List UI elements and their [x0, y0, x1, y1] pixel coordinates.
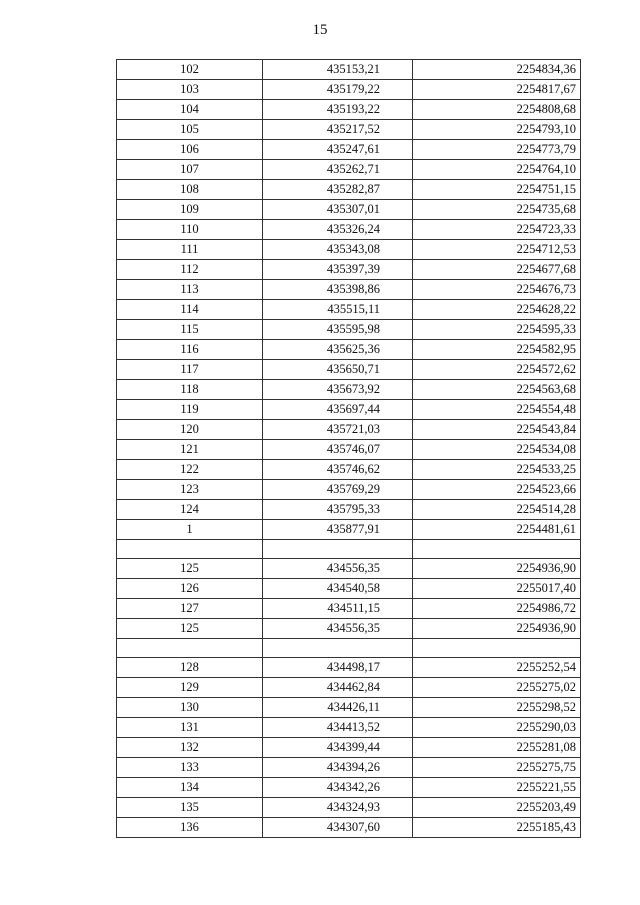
x-coordinate-cell: 435217,52: [263, 120, 413, 140]
table-row: [117, 240, 581, 260]
point-number-cell: 108: [117, 180, 263, 200]
x-coordinate-cell: 435795,33: [263, 500, 413, 520]
y-coordinate-cell: 2254554,48: [413, 400, 581, 420]
y-coordinate-cell: 2254481,61: [413, 520, 581, 540]
table-row: [117, 599, 581, 619]
y-coordinate-cell: 2254563,68: [413, 380, 581, 400]
table-row: [117, 480, 581, 500]
table-row: [117, 120, 581, 140]
table-row: [117, 160, 581, 180]
table-row: [117, 639, 581, 658]
y-coordinate-cell: 2254628,22: [413, 300, 581, 320]
x-coordinate-cell: 434462,84: [263, 678, 413, 698]
point-number-cell: 122: [117, 460, 263, 480]
table-row: [117, 180, 581, 200]
x-coordinate-cell: 435343,08: [263, 240, 413, 260]
x-coordinate-cell: 434307,60: [263, 818, 413, 838]
x-coordinate-cell: 435721,03: [263, 420, 413, 440]
x-coordinate-cell: 435769,29: [263, 480, 413, 500]
point-number-cell: 117: [117, 360, 263, 380]
y-coordinate-cell: 2254723,33: [413, 220, 581, 240]
table-row: [117, 80, 581, 100]
table-row: [117, 658, 581, 678]
x-coordinate-cell: [263, 639, 413, 658]
table-row: [117, 579, 581, 599]
coordinates-table-body: [117, 60, 581, 838]
table-row: [117, 540, 581, 559]
point-number-cell: 124: [117, 500, 263, 520]
y-coordinate-cell: 2254582,95: [413, 340, 581, 360]
x-coordinate-cell: 435877,91: [263, 520, 413, 540]
y-coordinate-cell: 2254514,28: [413, 500, 581, 520]
point-number-cell: 130: [117, 698, 263, 718]
table-row: [117, 718, 581, 738]
table-row: [117, 260, 581, 280]
point-number-cell: 102: [117, 60, 263, 80]
y-coordinate-cell: 2254834,36: [413, 60, 581, 80]
x-coordinate-cell: 434394,26: [263, 758, 413, 778]
x-coordinate-cell: 434426,11: [263, 698, 413, 718]
table-row: [117, 758, 581, 778]
point-number-cell: 127: [117, 599, 263, 619]
x-coordinate-cell: 434498,17: [263, 658, 413, 678]
y-coordinate-cell: 2255281,08: [413, 738, 581, 758]
x-coordinate-cell: 434511,15: [263, 599, 413, 619]
y-coordinate-cell: 2254533,25: [413, 460, 581, 480]
point-number-cell: 113: [117, 280, 263, 300]
table-row: [117, 738, 581, 758]
point-number-cell: 135: [117, 798, 263, 818]
point-number-cell: 106: [117, 140, 263, 160]
x-coordinate-cell: 435515,11: [263, 300, 413, 320]
y-coordinate-cell: 2254936,90: [413, 559, 581, 579]
table-row: [117, 778, 581, 798]
y-coordinate-cell: 2254595,33: [413, 320, 581, 340]
x-coordinate-cell: 434556,35: [263, 559, 413, 579]
point-number-cell: 105: [117, 120, 263, 140]
y-coordinate-cell: 2254808,68: [413, 100, 581, 120]
x-coordinate-cell: 435179,22: [263, 80, 413, 100]
point-number-cell: 125: [117, 559, 263, 579]
x-coordinate-cell: 434413,52: [263, 718, 413, 738]
point-number-cell: 120: [117, 420, 263, 440]
x-coordinate-cell: 435673,92: [263, 380, 413, 400]
table-row: [117, 698, 581, 718]
x-coordinate-cell: 435282,87: [263, 180, 413, 200]
point-number-cell: 104: [117, 100, 263, 120]
y-coordinate-cell: 2254817,67: [413, 80, 581, 100]
x-coordinate-cell: 434540,58: [263, 579, 413, 599]
point-number-cell: 114: [117, 300, 263, 320]
table-row: [117, 220, 581, 240]
point-number-cell: 115: [117, 320, 263, 340]
point-number-cell: [117, 639, 263, 658]
y-coordinate-cell: 2255275,75: [413, 758, 581, 778]
y-coordinate-cell: 2254712,53: [413, 240, 581, 260]
y-coordinate-cell: 2255252,54: [413, 658, 581, 678]
x-coordinate-cell: 435326,24: [263, 220, 413, 240]
point-number-cell: 129: [117, 678, 263, 698]
table-row: [117, 300, 581, 320]
y-coordinate-cell: 2255221,55: [413, 778, 581, 798]
x-coordinate-cell: 434342,26: [263, 778, 413, 798]
point-number-cell: 107: [117, 160, 263, 180]
point-number-cell: 1: [117, 520, 263, 540]
x-coordinate-cell: 434399,44: [263, 738, 413, 758]
x-coordinate-cell: 435307,01: [263, 200, 413, 220]
table-row: [117, 818, 581, 838]
table-row: [117, 619, 581, 639]
point-number-cell: 119: [117, 400, 263, 420]
x-coordinate-cell: 435153,21: [263, 60, 413, 80]
table-row: [117, 798, 581, 818]
x-coordinate-cell: 435398,86: [263, 280, 413, 300]
point-number-cell: 134: [117, 778, 263, 798]
table-row: [117, 340, 581, 360]
y-coordinate-cell: 2254764,10: [413, 160, 581, 180]
y-coordinate-cell: 2254523,66: [413, 480, 581, 500]
table-row: [117, 420, 581, 440]
y-coordinate-cell: 2255185,43: [413, 818, 581, 838]
table-row: [117, 440, 581, 460]
point-number-cell: 109: [117, 200, 263, 220]
x-coordinate-cell: 435650,71: [263, 360, 413, 380]
point-number-cell: 131: [117, 718, 263, 738]
table-row: [117, 500, 581, 520]
point-number-cell: 123: [117, 480, 263, 500]
point-number-cell: 103: [117, 80, 263, 100]
x-coordinate-cell: 435262,71: [263, 160, 413, 180]
table-row: [117, 520, 581, 540]
point-number-cell: 126: [117, 579, 263, 599]
table-row: [117, 380, 581, 400]
x-coordinate-cell: 435247,61: [263, 140, 413, 160]
x-coordinate-cell: 435625,36: [263, 340, 413, 360]
point-number-cell: 118: [117, 380, 263, 400]
point-number-cell: 121: [117, 440, 263, 460]
table-row: [117, 460, 581, 480]
y-coordinate-cell: 2254543,84: [413, 420, 581, 440]
y-coordinate-cell: 2254735,68: [413, 200, 581, 220]
point-number-cell: 133: [117, 758, 263, 778]
table-row: [117, 140, 581, 160]
y-coordinate-cell: 2254534,08: [413, 440, 581, 460]
table-row: [117, 60, 581, 80]
y-coordinate-cell: 2255275,02: [413, 678, 581, 698]
x-coordinate-cell: 435595,98: [263, 320, 413, 340]
y-coordinate-cell: 2254751,15: [413, 180, 581, 200]
y-coordinate-cell: 2254793,10: [413, 120, 581, 140]
x-coordinate-cell: 435746,62: [263, 460, 413, 480]
x-coordinate-cell: 435746,07: [263, 440, 413, 460]
coordinates-table: [116, 59, 581, 838]
y-coordinate-cell: 2254677,68: [413, 260, 581, 280]
y-coordinate-cell: 2254986,72: [413, 599, 581, 619]
y-coordinate-cell: 2254773,79: [413, 140, 581, 160]
x-coordinate-cell: 434324,93: [263, 798, 413, 818]
point-number-cell: 125: [117, 619, 263, 639]
point-number-cell: 136: [117, 818, 263, 838]
y-coordinate-cell: 2254936,90: [413, 619, 581, 639]
y-coordinate-cell: [413, 639, 581, 658]
table-row: [117, 200, 581, 220]
y-coordinate-cell: 2254572,62: [413, 360, 581, 380]
table-row: [117, 678, 581, 698]
point-number-cell: 116: [117, 340, 263, 360]
x-coordinate-cell: 435193,22: [263, 100, 413, 120]
y-coordinate-cell: 2255203,49: [413, 798, 581, 818]
y-coordinate-cell: 2254676,73: [413, 280, 581, 300]
table-row: [117, 559, 581, 579]
y-coordinate-cell: 2255290,03: [413, 718, 581, 738]
point-number-cell: 128: [117, 658, 263, 678]
y-coordinate-cell: [413, 540, 581, 559]
table-row: [117, 100, 581, 120]
table-row: [117, 320, 581, 340]
x-coordinate-cell: 435397,39: [263, 260, 413, 280]
point-number-cell: 132: [117, 738, 263, 758]
point-number-cell: [117, 540, 263, 559]
page-number: 15: [312, 22, 328, 38]
x-coordinate-cell: [263, 540, 413, 559]
y-coordinate-cell: 2255017,40: [413, 579, 581, 599]
x-coordinate-cell: 434556,35: [263, 619, 413, 639]
table-row: [117, 280, 581, 300]
point-number-cell: 111: [117, 240, 263, 260]
table-row: [117, 360, 581, 380]
point-number-cell: 112: [117, 260, 263, 280]
x-coordinate-cell: 435697,44: [263, 400, 413, 420]
point-number-cell: 110: [117, 220, 263, 240]
y-coordinate-cell: 2255298,52: [413, 698, 581, 718]
table-row: [117, 400, 581, 420]
